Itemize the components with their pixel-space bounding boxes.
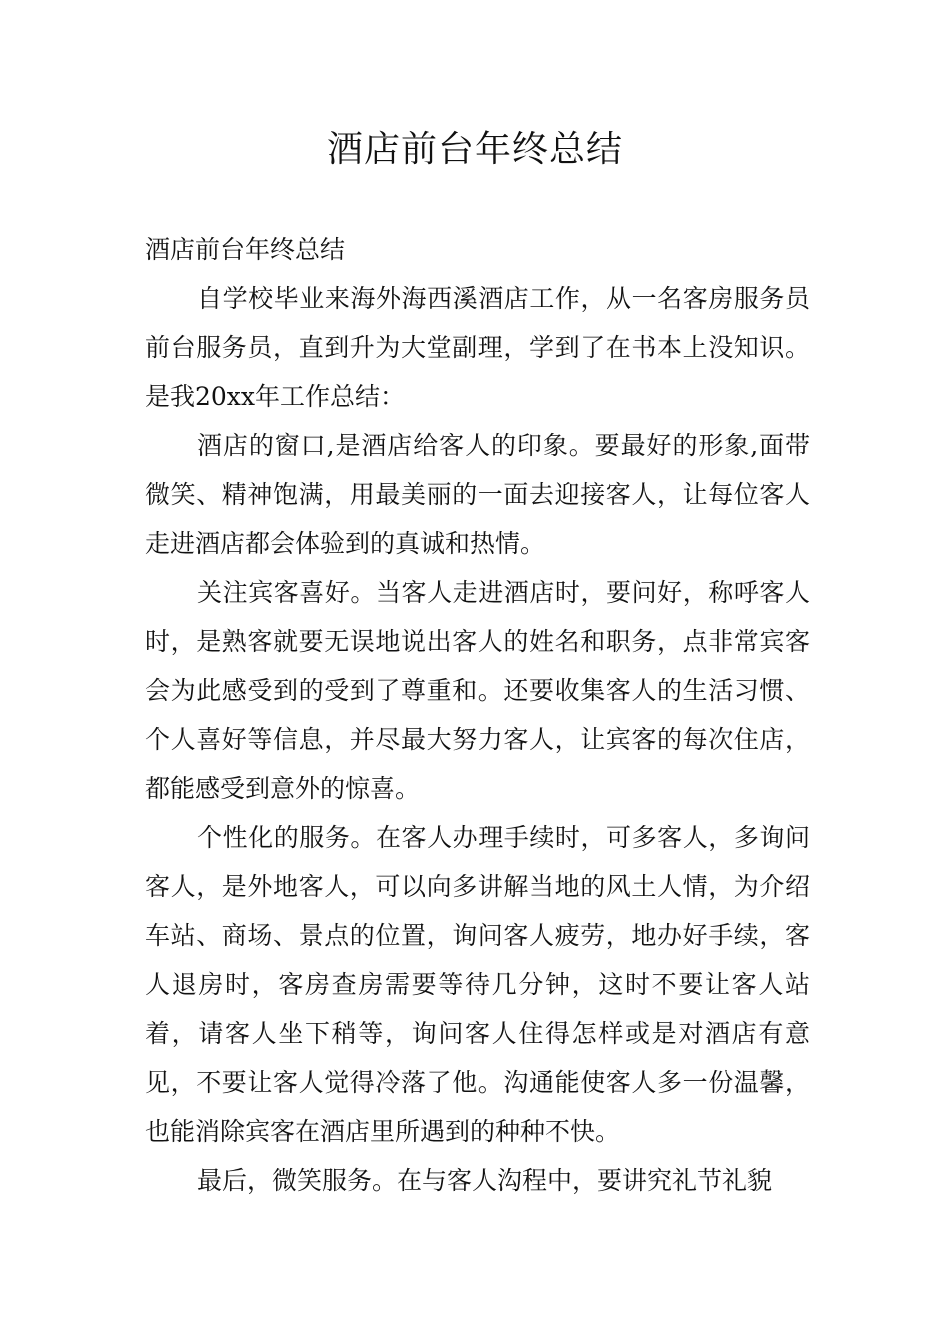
paragraph: 个性化的服务。在客人办理手续时，可多客人，多询问客人，是外地客人，可以向多讲解当地的风土人情，为介绍车站、商场、景点的位置，询问客人疲劳，地办好手续，客人退房时，客房查房需要等待几分钟，这时不要让客人站着，请客人坐下稍等，询问客人住得怎样或是对酒店有意见，不要让客人觉得冷落了他。沟通能使客人多一份温馨，也能消除宾客在酒店里所遇到的种种不快。 [145, 823, 810, 1146]
paragraph: 酒店的窗口,是酒店给客人的印象。要最好的形象,面带微笑、精神饱满，用最美丽的一面去迎接客人，让每位客人走进酒店都会体验到的真诚和热情。 [145, 431, 810, 558]
document-title: 酒店前台年终总结 [326, 129, 623, 170]
document-body [145, 225, 810, 1205]
paragraph: 自学校毕业来海外海西溪酒店工作，从一名客房服务员前台服务员，直到升为大堂副理，学到了在书本上没知识。是我20xx年工作总结： [145, 284, 810, 411]
paragraph: 最后，微笑服务。在与客人沟程中，要讲究礼节礼貌 [197, 1166, 773, 1195]
paragraph: 关注宾客喜好。当客人走进酒店时，要问好，称呼客人时，是熟客就要无误地说出客人的姓名和职务，点非常宾客会为此感受到的受到了尊重和。还要收集客人的生活习惯、个人喜好等信息，并尽最大努力客人，让宾客的每次住店，都能感受到意外的惊喜。 [145, 578, 810, 803]
document-subtitle: 酒店前台年终总结 [145, 235, 346, 264]
